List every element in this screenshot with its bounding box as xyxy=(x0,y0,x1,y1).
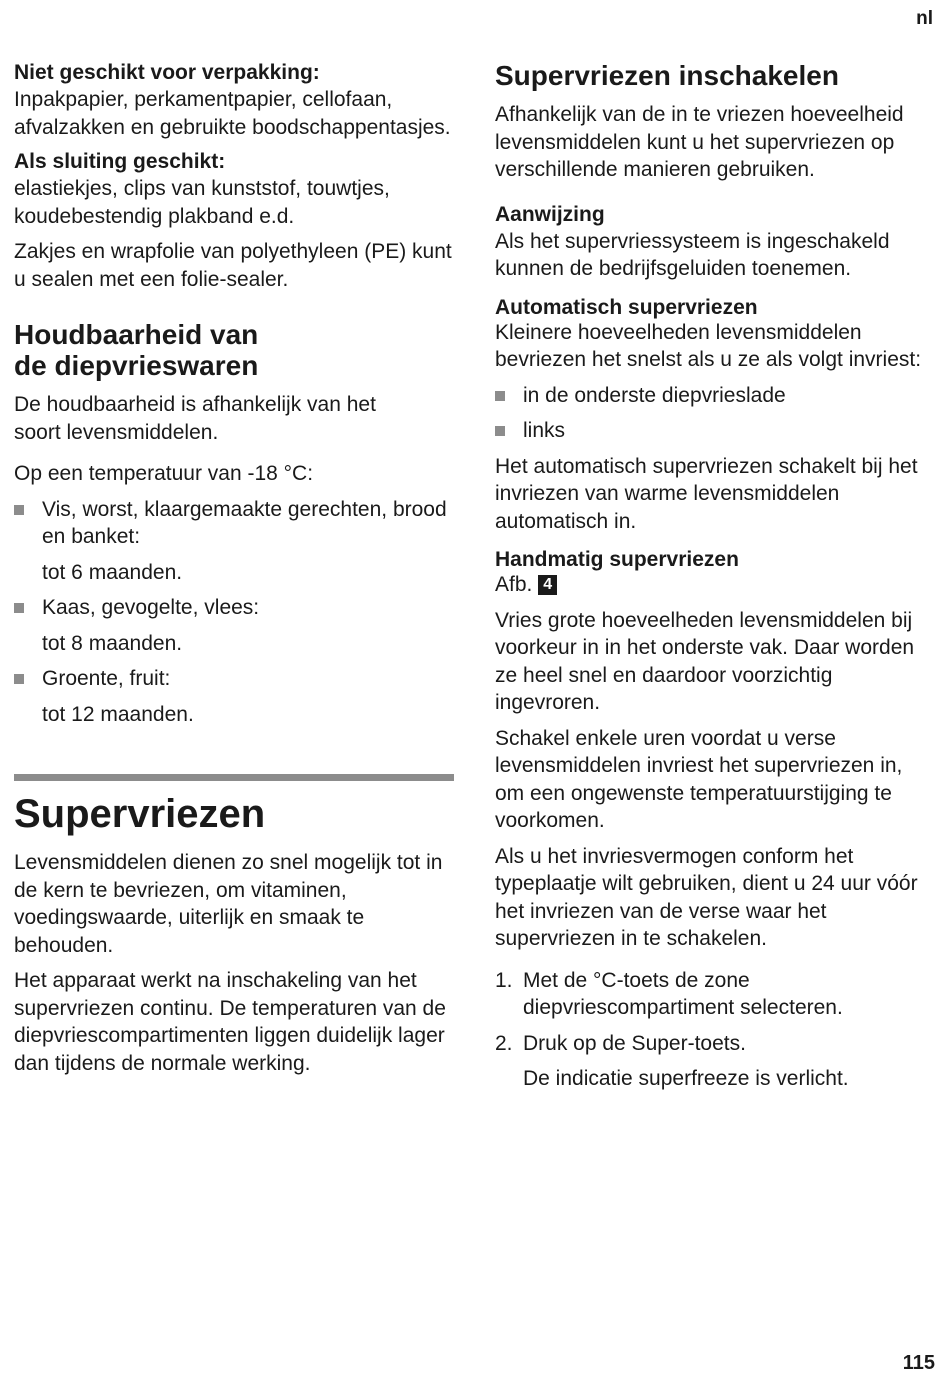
text-manual-timing: Schakel enkele uren voordat u verse levensmiddelen invriest het supervriezen in, om een ongewenste temperatuurstijging te voorkomen. xyxy=(495,726,903,832)
right-column xyxy=(495,60,935,1101)
heading-shelf-life xyxy=(14,319,454,381)
bullet-square-icon xyxy=(14,603,24,613)
bullet-square-icon xyxy=(495,391,505,401)
list-item xyxy=(14,594,454,622)
heading-automatic: Automatisch supervriezen xyxy=(495,295,758,319)
text-shelf-life: De houdbaarheid is afhankelijk van het soort levensmiddelen. xyxy=(14,393,376,444)
text-supervriezen-operation: Het apparaat werkt na inschakeling van het supervriezen continu. De temperaturen van de diepvriescompartimenten liggen duidelijk lager dan tijdens de normale werking. xyxy=(14,969,446,1075)
step-number: 2. xyxy=(495,1031,513,1055)
list-item-text: in de onderste diepvrieslade xyxy=(523,383,786,407)
label-not-suitable: Niet geschikt voor verpakking: xyxy=(14,61,320,84)
step-item xyxy=(495,1030,935,1058)
list-item-text: Groente, fruit: xyxy=(42,667,171,690)
text-closure: elastiekjes, clips van kunststof, touwtjes, koudebestendig plakband e.d. xyxy=(14,177,390,228)
text-supervriezen-intro: Levensmiddelen dienen zo snel mogelijk tot in de kern te bevriezen, om vitaminen, voedingswaarde, uiterlijk en smaak te behouden. xyxy=(14,851,443,957)
heading-manual: Handmatig supervriezen xyxy=(495,548,739,571)
step-item xyxy=(495,967,935,1022)
text-sealing: Zakjes en wrapfolie van polyethyleen (PE) kunt u sealen met een folie-sealer. xyxy=(14,240,452,291)
heading-note: Aanwijzing xyxy=(495,202,605,226)
bullet-square-icon xyxy=(14,505,24,515)
text-manual-large: Vries grote hoeveelheden levensmiddelen bij voorkeur in in het onderste vak. Daar worden ze heel snel en daardoor voorzichtig ingevroren. xyxy=(495,608,915,714)
step-number: 1. xyxy=(495,968,513,992)
section-divider xyxy=(14,774,454,781)
list-item-duration: tot 8 maanden. xyxy=(42,631,183,655)
heading-switch-on: Supervriezen inschakelen xyxy=(495,60,839,91)
heading-supervriezen: Supervriezen xyxy=(14,792,266,836)
bullet-square-icon xyxy=(495,426,505,436)
text-switch-on: Afhankelijk van de in te vriezen hoeveelheid levensmiddelen kunt u het supervriezen op verschillende manieren gebruiken. xyxy=(495,103,904,181)
bullet-square-icon xyxy=(14,674,24,684)
text-temperature: Op een temperatuur van -18 °C: xyxy=(14,462,314,485)
list-item xyxy=(14,665,454,693)
list-item-duration: tot 12 maanden. xyxy=(42,702,194,726)
list-item-duration: tot 6 maanden. xyxy=(42,560,183,584)
label-closure: Als sluiting geschikt: xyxy=(14,150,226,173)
list-item xyxy=(495,382,935,410)
list-item xyxy=(14,496,454,551)
heading-shelf-life-line2: de diepvrieswaren xyxy=(14,350,259,381)
step-text: Druk op de Super-toets. xyxy=(523,1031,746,1055)
language-tag: nl xyxy=(916,8,933,29)
text-automatic-activation: Het automatisch supervriezen schakelt bij het invriezen van warme levensmiddelen automatisch in. xyxy=(495,454,918,533)
figure-reference xyxy=(495,571,935,599)
left-column xyxy=(14,60,454,1085)
list-item-text: Kaas, gevogelte, vlees: xyxy=(42,596,260,619)
page-number: 115 xyxy=(902,1352,935,1374)
list-item-text: Vis, worst, klaargemaakte gerechten, brood en banket: xyxy=(42,497,447,548)
text-automatic: Kleinere hoeveelheden levensmiddelen bevriezen het snelst als u ze als volgt invriest: xyxy=(495,320,922,371)
shelf-life-list xyxy=(14,496,454,729)
list-item xyxy=(495,417,935,445)
heading-shelf-life-line1: Houdbaarheid van xyxy=(14,319,259,350)
figure-number-badge: 4 xyxy=(538,575,557,595)
step-text: Met de °C-toets de zone diepvriescompartiment selecteren. xyxy=(523,968,843,1019)
figure-label: Afb. xyxy=(495,573,533,596)
text-not-suitable: Inpakpapier, perkamentpapier, cellofaan, afvalzakken en gebruikte boodschappentasjes. xyxy=(14,88,451,139)
text-note: Als het supervriessysteem is ingeschakeld kunnen de bedrijfsgeluiden toenemen. xyxy=(495,229,890,280)
steps-list xyxy=(495,967,935,1093)
list-item-text: links xyxy=(523,419,566,442)
text-manual-capacity: Als u het invriesvermogen conform het typeplaatje wilt gebruiken, dient u 24 uur vóór het invriezen van de verse waar het supervriezen in te schakelen. xyxy=(495,844,918,950)
step-result: De indicatie superfreeze is verlicht. xyxy=(523,1067,849,1090)
